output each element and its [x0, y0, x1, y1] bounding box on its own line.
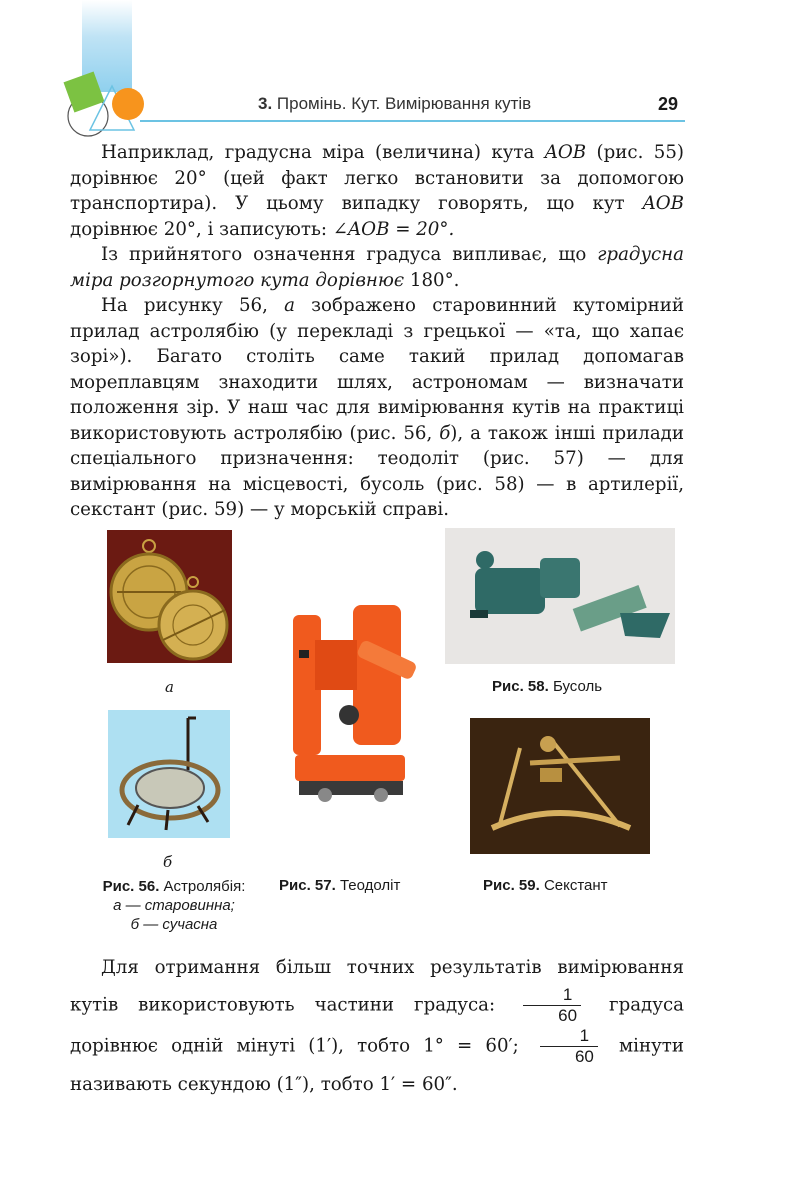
astrolabe-antique-photo — [107, 530, 232, 663]
main-text-top — [70, 140, 684, 523]
fraction-one-sixtieth: $\frac{1}{60}$ — [523, 985, 581, 1026]
astrolabe-modern-photo — [108, 710, 230, 838]
sextant-photo — [470, 718, 650, 854]
fig59-caption: Рис. 59. Секстант — [483, 877, 608, 894]
chapter-title — [258, 94, 531, 114]
fig58-caption: Рис. 58. Бусоль — [492, 678, 603, 695]
angle-formula: ∠AOB = 20°. — [332, 218, 455, 240]
geometric-shapes-logo — [60, 68, 155, 138]
paragraph-2: Із прийнятого означення градуса випливає, що градусна міра розгорнутого кута дорівнює 180°. — [70, 244, 684, 291]
paragraph-1: Наприклад, градусна міра (величина) кута AOB (рис. 55) дорівнює 20° (цей факт легко встановити за допомогою транспортира). У цьому випадку говорять, що кут AOB дорівнює 20°, і записують: ∠AOB = 20°. — [70, 142, 684, 240]
header-rule — [140, 120, 685, 122]
fig57-caption: Рис. 57. Теодоліт — [279, 877, 401, 894]
fig56-caption: Рис. 56. Астролябія: а — старовинна; б — сучасна — [102, 878, 246, 933]
busol-photo — [445, 528, 675, 664]
chapter-number: 3. — [258, 94, 273, 113]
page-number: 29 — [658, 94, 679, 114]
theodolite-photo — [285, 595, 425, 805]
paragraph-3: На рисунку 56, а зображено старовинний кутомірний прилад астролябію (у перекладі з грецької — «та, що хапає зорі»). Багато століть саме такий прилад допомагав мореплавцям знаходити шлях, астрономам — визначати положення зір. У наш час для вимірювання кутів на практиці використовують астролябію (рис. 56, б), а також інші прилади спеціального призначення: теодоліт (рис. 57) — для вимірювання на місцевості, бусоль (рис. 58) — в артилерії, секстант (рис. 59) — у морській справі. — [70, 295, 684, 520]
fig56-a-letter: а — [165, 678, 174, 696]
chapter-title-text: Промінь. Кут. Вимірювання кутів — [276, 94, 532, 113]
main-text-bottom — [70, 950, 684, 1102]
paragraph-4: Для отримання більш точних результатів вимірювання кутів використовують частини градуса: $\frac{1}{60}$ градуса дорівнює одній мінуті (1′), тобто 1° = 60′; $\frac{1}{60}$ мінути називають секундою (1″), тобто 1′ = 60″. — [70, 957, 684, 1095]
fraction-one-sixtieth: $\frac{1}{60}$ — [540, 1026, 598, 1067]
fig56-b-letter: б — [163, 853, 173, 871]
